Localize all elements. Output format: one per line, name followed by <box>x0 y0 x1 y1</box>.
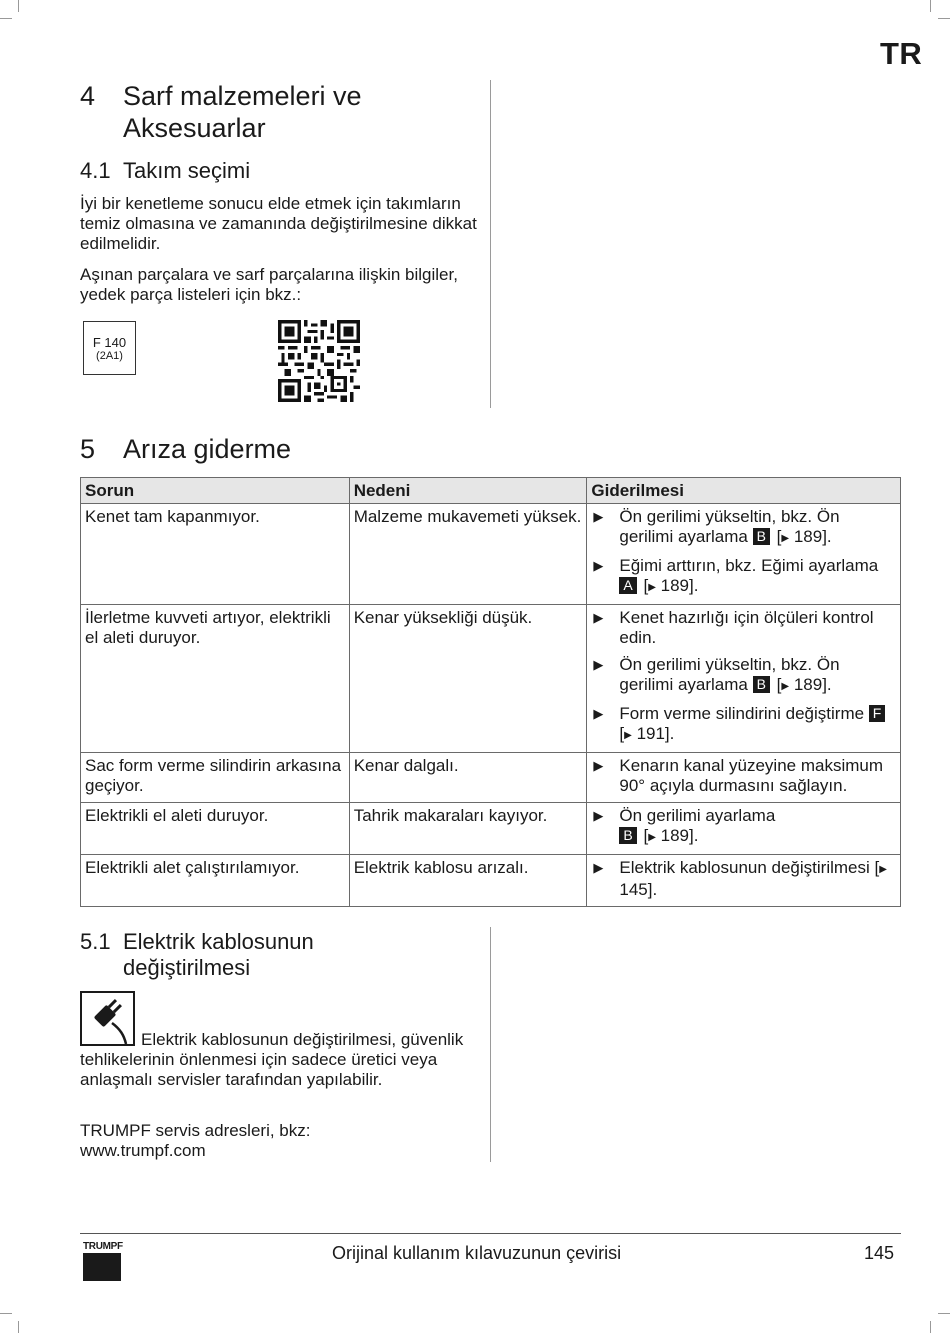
crop-mark <box>930 1321 931 1333</box>
tool-selection-paragraph: İyi bir kenetleme sonucu elde etmek için takımların temiz olmasına ve zamanında değiştirilmesine dikkat edilmelidir. <box>80 194 477 253</box>
column-divider <box>490 927 491 1162</box>
cable-replacement-warning: Elektrik kablosunun değiştirilmesi, güvenlik tehlikelerinin önlenmesi için sadece üretici veya anlaşmalı servisler tarafından yapılabilir. <box>80 1030 464 1089</box>
section-5-1-heading <box>80 929 314 981</box>
crop-mark <box>0 1313 12 1314</box>
crop-mark <box>18 0 19 12</box>
spare-parts-paragraph: Aşınan parçalara ve sarf parçalarına ilişkin bilgiler, yedek parça listeleri için bkz.: <box>80 265 458 304</box>
column-header: Nedeni <box>349 478 587 504</box>
table-header-row <box>81 478 901 504</box>
section-number: 4 <box>80 81 96 111</box>
page-reference[interactable]: 145]. <box>619 880 658 899</box>
bullet-arrow-icon: ▶ <box>593 860 604 875</box>
problem-cell: Elektrikli el aleti duruyor. <box>81 803 350 855</box>
page-reference[interactable]: 189]. <box>793 675 832 694</box>
problem-cell: İlerletme kuvveti artıyor, elektrikli el aleti duruyor. <box>81 605 350 753</box>
table-row <box>81 504 901 605</box>
bullet-arrow-icon: ▶ <box>593 610 604 625</box>
crop-mark <box>938 1313 950 1314</box>
column-divider <box>490 80 491 408</box>
bullet-arrow-icon: ▶ <box>593 657 604 672</box>
trumpf-logo-text: TRUMPF <box>83 1241 123 1252</box>
remedy-item <box>591 608 896 648</box>
remedy-text: Ön gerilimi yükseltin, bkz. Ön gerilimi ayarlama <box>619 655 840 694</box>
remedy-text: Eğimi arttırın, bkz. Eğimi ayarlama <box>619 556 879 575</box>
remedy-text: Kenarın kanal yüzeyine maksimum 90° açıyla durmasını sağlayın. <box>619 756 884 795</box>
page-reference[interactable]: 189]. <box>793 527 832 546</box>
footer-document-title: Orijinal kullanım kılavuzunun çevirisi <box>332 1243 622 1263</box>
cause-cell: Malzeme mukavemeti yüksek. <box>349 504 587 605</box>
remedy-cell <box>587 605 901 753</box>
table-row <box>81 605 901 753</box>
figure-key-badge: B <box>619 827 636 844</box>
cause-cell: Kenar dalgalı. <box>349 753 587 803</box>
remedy-text: Kenet hazırlığı için ölçüleri kontrol edin. <box>619 608 874 647</box>
page-ref-icon: ▶ <box>781 533 790 544</box>
crop-mark <box>930 0 931 12</box>
page-ref-icon: ▶ <box>781 681 790 692</box>
remedy-cell <box>587 504 901 605</box>
section-5-heading <box>80 433 291 465</box>
column-header: Giderilmesi <box>587 478 901 504</box>
remedy-item: ▶ Ön gerilimi yükseltin, bkz. Ön gerilimi ayarlama B [▶ 189]. <box>591 655 896 697</box>
bullet-arrow-icon: ▶ <box>593 509 604 524</box>
cause-cell: Tahrik makaraları kayıyor. <box>349 803 587 855</box>
column-header: Sorun <box>81 478 350 504</box>
page-ref-icon: ▶ <box>879 864 887 875</box>
trumpf-logo <box>83 1253 121 1281</box>
subsection-title: Takım seçimi <box>123 158 251 183</box>
problem-cell: Kenet tam kapanmıyor. <box>81 504 350 605</box>
remedy-text: Ön gerilimi yükseltin, bkz. Ön gerilimi ayarlama <box>619 507 840 546</box>
problem-cell: Sac form verme silindirin arkasına geçiyor. <box>81 753 350 803</box>
remedy-item: ▶ Elektrik kablosunun değiştirilmesi [▶ 145]. <box>593 858 887 899</box>
section-number: 5 <box>80 434 96 464</box>
table-row <box>81 855 901 907</box>
bullet-arrow-icon: ▶ <box>593 808 604 823</box>
page-number: 145 <box>864 1243 895 1263</box>
figure-key-badge: B <box>753 528 770 545</box>
page-reference[interactable]: 189]. <box>660 576 699 595</box>
remedy-cell <box>587 753 901 803</box>
remedy-item: ▶ Ön gerilimi ayarlama B [▶ 189]. <box>591 806 896 848</box>
crop-mark <box>18 1321 19 1333</box>
subsection-title-line: değiştirilmesi <box>123 955 251 980</box>
remedy-item: ▶ Eğimi arttırın, bkz. Eğimi ayarlama A [▶ 189]. <box>591 556 896 598</box>
section-4-heading <box>80 80 362 144</box>
spare-parts-reference-box <box>83 321 136 375</box>
service-address-text: TRUMPF servis adresleri, bkz: <box>80 1121 311 1140</box>
reference-code: F 140 <box>92 335 127 350</box>
section-title-line: Aksesuarlar <box>123 113 266 143</box>
remedy-cell <box>587 855 901 907</box>
figure-key-badge: F <box>869 705 886 722</box>
subsection-number: 5.1 <box>80 929 111 954</box>
subsection-title-line: Elektrik kablosunun <box>123 929 314 954</box>
crop-mark <box>938 18 950 19</box>
page-reference[interactable]: 189]. <box>660 826 699 845</box>
remedy-text: Ön gerilimi ayarlama <box>619 806 776 825</box>
page-reference[interactable]: 191]. <box>636 724 675 743</box>
cause-cell: Elektrik kablosu arızalı. <box>349 855 587 907</box>
language-tag: TR <box>880 36 923 71</box>
table-row <box>81 803 901 855</box>
bullet-arrow-icon: ▶ <box>593 706 604 721</box>
remedy-item: ▶ Form verme silindirini değiştirme F [▶ 191]. <box>591 704 896 746</box>
service-url-link[interactable]: www.trumpf.com <box>80 1141 206 1160</box>
qr-code-icon <box>278 320 360 402</box>
table-row <box>81 753 901 803</box>
reference-subcode: (2A1) <box>96 350 123 362</box>
section-title-line: Sarf malzemeleri ve <box>123 81 362 111</box>
problem-cell: Elektrikli alet çalıştırılamıyor. <box>81 855 350 907</box>
page-ref-icon: ▶ <box>648 832 656 843</box>
bullet-arrow-icon: ▶ <box>593 558 604 573</box>
subsection-number: 4.1 <box>80 158 111 183</box>
section-title: Arıza giderme <box>123 434 292 464</box>
remedy-item <box>591 756 896 796</box>
remedy-text: Elektrik kablosunun değiştirilmesi <box>619 858 870 877</box>
remedy-text: Form verme silindirini değiştirme <box>619 704 865 723</box>
section-4-1-heading <box>80 158 250 184</box>
figure-key-badge: A <box>619 577 636 594</box>
page-ref-icon: ▶ <box>648 582 656 593</box>
troubleshooting-table <box>80 477 901 907</box>
remedy-cell <box>587 803 901 855</box>
remedy-item: ▶ Ön gerilimi yükseltin, bkz. Ön gerilimi ayarlama B [▶ 189]. <box>591 507 896 549</box>
footer-divider <box>80 1233 901 1234</box>
bullet-arrow-icon: ▶ <box>593 758 604 773</box>
page-ref-icon: ▶ <box>624 730 632 741</box>
figure-key-badge: B <box>753 676 770 693</box>
cause-cell: Kenar yüksekliği düşük. <box>349 605 587 753</box>
crop-mark <box>0 18 12 19</box>
